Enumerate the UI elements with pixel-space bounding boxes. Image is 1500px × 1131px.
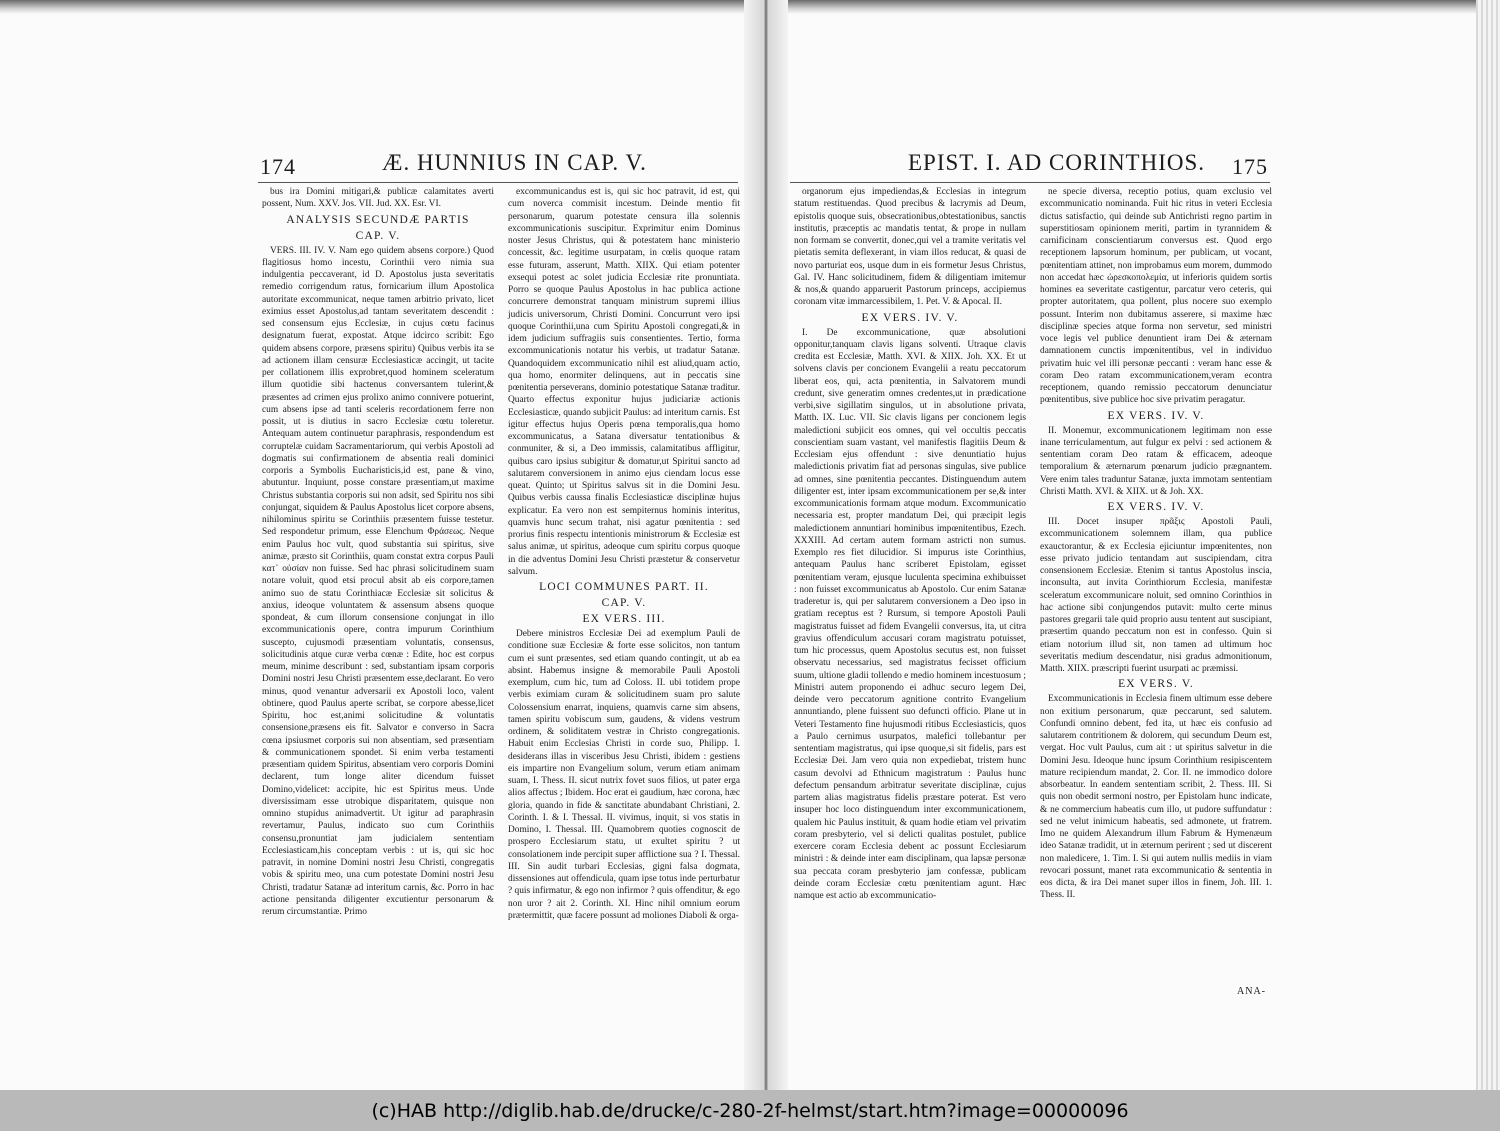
paragraph: organorum ejus impediendas,& Ecclesias in integrum statum restituendas. Quod precibus & lacrymis ad Deum, epistolis quoque suis, obsecrationibus,obtestationibus, sanctis institutis, præceptis ac mandatis tentat, & prope in nullam non formam se convertit, donec,qui vel a tramite veritatis vel pietatis semita deflexerant, in viam illos reducat, & quasi de novo parturiat eos, usque dum in eis formetur Jesus Christus, Gal. IV. Hanc solicitudinem, fidem & diligentiam imitemur & nos,& quando apparuerit Pastorum princeps, accipiemus coronam vitæ immarcessibilem, 1. Pet. V. & Apocal. II. (794, 187, 1026, 308)
paragraph: Excommunicationis in Ecclesia finem ultimum esse debere non exitium personarum, quæ peccarunt, sed salutem. Confundi omnino debent, fed ita, ut hæc eis confusio ad salutarem contritionem & dolorem, qui secundum Deum est, vergat. Hoc vult Paulus, cum ait : ut spiritus salvetur in die Domini Jesu. Ideoque hunc ipsum Corinthium resipiscentem mature recipiendum mandat, 2. Cor. II. ne immodico dolore absorbeatur. In eandem sententiam scribit, 2. Thess. III. Si quis non obedit sermoni nostro, per Epistolam hunc indicate, & ne commercium habeatis cum illo, ut pudore suffundatur : sed ne velut inimicum habeatis, sed admonete, ut fratrem. Imo ne quidem Alexandrum illum Fabrum & Hymenæum ideo Satanæ tradidit, ut in æternum perirent ; sed ut discerent non maledicere, 1. Tim. I. Si qui autem nullis mediis in viam revocari possunt, manet rata excommunicatio & sententia in eos dicta, & ira Dei manet super illos in finem, Joh. III. 1. Thess. II. (1040, 694, 1272, 901)
paragraph: VERS. III. IV. V. Nam ego quidem absens corpore.) Quod flagitiosus homo incestu, Corinthii vero nimia sua indulgentia peccaverant, id D. Apostolus justa severitatis remedio corrigendum ratus, fornicarium illum Apostolica autoritate excommunicat, neque tamen arbitrio privato, licet eximius esset Apostolus,ad tantam severitatem descendit : sed consensum ejus Ecclesiæ, in cujus cœtu facinus designatum fuerat, expostat. Atque idcirco scribit: Ego quidem absens corpore, præsens spiritu) Quibus verbis ita se ad actionem illam censuræ Ecclesiasticæ accingit, ut tacite per collationem illis exprobret,quod hominem sceleratum illum quotidie sibi hactenus conversantem tulerint,& præsentes ad crimen ejus prolixo animo connivere potuerint, cum absens ipse ad tanti sceleris recordationem ferre non possit, ut is diutius in sacro Ecclesiæ cœtu toleretur. Antequam autem continuetur paraphrasis, respondendum est corruptelæ cuidam Sacramentariorum, qui verbis Apostoli ad dogmatis sui confirmationem de absentia reali dominici corporis a Symbolis Eucharisticis,id est, pane & vino, abutuntur. Inquiunt, posse constare præsentiam,ut maxime Christus substantia corporis sui non adsit, sed Spiritu nos sibi conjungat, siquidem & Paulus Apostolus licet corpore absens, nihilominus spiritu se Corinthiis præsentem fuisse testetur. Sed respondetur primum, esse Elenchum Φράσεως. Neque enim Paulus hoc vult, quod substantia sui spiritus, sive animæ, præsto sit Corinthiis, quam constat extra corpus Pauli κατ᾽ οὐσίαν non fuisse. Sed hac phrasi solicitudinem suam notare voluit, quod etsi procul absit ab eis corpore,tamen animo suo de statu Corinthiacæ Ecclesiæ sit solicitus & anxius, ideoque voluntatem & assensum absens quoque spondeat, & cum illorum consensione conjungat in illo excommunicationis opere, contra impurum Corinthium suscepto, cujusmodi præsentiam voluntatis, consensus, solicitudinis atque curæ verba cœnæ : Edite, hoc est corpus meum, minime describunt : sed, substantiam ipsam corporis Domini nostri Jesu Christi præsentem esse,declarant. Eo vero minus, quod venantur adversarii ex Apostoli loco, valent obtinere, quod Paulus aperte scribat, se corpore abesse,licet Spiritu, hoc est,animi solicitudine & voluntatis consensione,præsens eis fit. Salvator e converso in Sacra cœna ipsiusmet corporis sui non absentiam, sed præsentiam & communicationem spondet. Si enim verba testamenti præsentiam quidem Spiritus, absentiam vero corporis Domini declarent, tum longe aliter dicendum fuisset Domino,videlicet: accipite, hic est Spiritus meus. Unde diversissimam esse utrobique disparitatem, quisque non omnino stupidus animadvertit. Ut igitur ad paraphrasin revertamur, Paulus, indicato suo cum Corinthiis consensu,pronuntiat jam judicialem sententiam Ecclesiasticam,his conceptam verbis : ut is, qui sic hoc patravit, in nomine Domini nostri Jesu Christi, congregatis vobis & spiritu meo, una cum potestate Domini nostri Jesu Christi, tradatur Satanæ ad interitum carnis, &c. Porro in hac actione pensitanda diligenter excutientur personarum & rerum circumstantiæ. Primo (262, 245, 494, 917)
section-heading: EX VERS. IV. V. (1107, 501, 1205, 513)
catchword: ANA- (1237, 986, 1266, 997)
paragraph: excommunicandus est is, qui sic hoc patravit, id est, qui cum noverca commisit incestum. Deinde mentio fit personarum, quarum potestate censura illa solennis excommunicationis suscipitur. Exprimitur enim Dominus noster Jesus Christus, qui & potestatem hanc ministerio concessit, &c. legitime usurpatam, in cœlis quoque ratam esse futuram, asserunt, Matth. XIIX. Qui etiam potenter exsequi potest ac solet judicia Ecclesiæ rite pronuntiata. Porro se quoque Paulus Apostolus in hac publica actione concurrere demonstrat tanquam ministrum supremi illius judicis universorum, Christi Domini. Concurrunt vero ipsi quoque Corinthii,una cum Spiritu Apostoli congregati,& in idem judicium suffragiis suis consentientes. Tertio, forma excommunicationis notatur his verbis, ut tradatur Satanæ. Quandoquidem excommunicatio nihil est aliud,quam actio, qua homo, enormiter delinquens, aut in peccatis sine pœnitentia perseverans, dominio potestatique Satanæ traditur. Quarto effectus exponitur hujus judiciariæ actionis Ecclesiasticæ, quando subjicit Paulus: ad interitum carnis. Est igitur effectus hujus Operis pœna temporalis,qua homo excommunicatus, a Satana diversatur tentationibus & conmuniter, & si, a Deo immissis, calamitatibus affligitur, quibus caro ipsius subigitur & domatur,ut Spiritui sancto ad salutarem conversionem in animo ejus ciendam locus esse queat. Quinto; ut Spiritus salvus sit in die Domini Jesu. Quibus verbis caussa finalis Ecclesiasticæ disciplinæ hujus explicatur. Ea vero non est sempiternus hominis interitus, quamvis hunc secum trahat, nisi agatur pœnitentia : sed prorius finis respectu intentionis ministrorum & Ecclesiæ est salus animæ, ut spiritus, adeoque cum spiritu corpus quoque in die adventus Domini Jesu Christi præstetur & conservetur salvum. (508, 187, 740, 577)
page-edges (1476, 0, 1500, 1090)
text-column (794, 186, 1026, 902)
section-heading: LOCI COMMUNES PART. II. (539, 581, 709, 593)
running-title-left: Æ. HUNNIUS IN CAP. V. (382, 150, 647, 175)
paragraph: bus ira Domini mitigari,& publicæ calamitates averti possent, Num. XXV. Jos. VII. Jud. XX. Esr. VI. (262, 187, 494, 210)
footer-credit-bar (0, 1090, 1500, 1131)
head-rule (258, 182, 738, 183)
running-title-right: EPIST. I. AD CORINTHIOS. (908, 150, 1206, 175)
left-running-head (258, 150, 738, 182)
paragraph: III. Docet insuper πρᾶξις Apostoli Pauli, excommunicationem solemnem illam, qua publice exauctorantur, & ex Ecclesia ejiciuntur impœnitentes, non esse privato judicio tentandam aut suscipiendam, citra consensionem Ecclesiæ. Etenim si tantus Apostolus inscia, inconsulta, aut invita Corinthiorum Ecclesia, manifestæ sceleratum excommunicare noluit, sed omnino Corinthios in hac actione sibi conjungendos putavit: multo certe minus pastores gregarii tale quid proprio ausu tentent aut suscipiant, præsertim quando peccatum non est in confesso. Quin si etiam notorium illud sit, non tamen ad ultimum hoc severitatis medium descendatur, nisi gradus admonitionum, Matth. XIIX. præscripti fuerint usurpati ac præmissi. (1040, 517, 1272, 674)
head-rule (790, 182, 1270, 183)
section-heading: EX VERS. IV. V. (861, 311, 959, 324)
paragraph: Debere ministros Ecclesiæ Dei ad exemplum Pauli de conditione suæ Ecclesiæ & forte esse solicitos, non tantum cum ei sunt præsentes, sed etiam quando contingit, ut ab ea absint. Habemus insigne & memorabile Pauli Apostoli exemplum, cum hic, tum ad Coloss. II. ubi totidem prope verbis eximiam curam & solicitudinem suam pro salute Colossensium enarrat, inquiens, quamvis carne sim absens, tamen spiritu vobiscum sum, gaudens, & videns vestrum ordinem, & soliditatem vestræ in Christo congregationis. Habuit enim Ecclesias Christi in corde suo, Philipp. I. desiderans illas in visceribus Jesu Christi, ibidem : gestiens eis impartire non Evangelium solum, verum etiam animam suam, I. Thess. II. sicut nutrix fovet suos filios, ut pater erga alios affectus ; Ibidem. Hoc erat ei gaudium, hæc corona, hæc gloria, quando in fide & sanctitate abundabant Christiani, 2. Corinth. I. & I. Thessal. II. vivimus, inquit, si vos statis in Domino, I. Thessal. III. Quamobrem quoties cognoscit de prospero Ecclesiarum statu, ut exultet spiritu ? ut consolationem inde percipit super afflictione sua ? I. Thessal. III. Sin audit turbari Ecclesias, gigni falsa dogmata, dissensiones aut offendicula, quam ipse totus inde perturbatur ? quis infirmatur, & ego non infirmor ? quis offenditur, & ego non uror ? ait 2. Corinth. XI. Hinc nihil omnium eorum prætermittit, quæ facere possunt ad moliones Diaboli & orga- (508, 629, 740, 921)
page-number-right: 175 (1232, 154, 1268, 179)
footer-credit-text: (c)HAB http://diglib.hab.de/drucke/c-280-2f-helmst/start.htm?image=00000096 (371, 1099, 1129, 1122)
section-heading: ANALYSIS SECUNDÆ PARTIS (286, 213, 470, 226)
page-number-left: 174 (260, 154, 296, 179)
paragraph: I. De excommunicatione, quæ absolutioni opponitur,tanquam clavis ligans solventi. Utraque clavis credita est Ecclesiæ, Matth. XVI. & XIIX. Joh. XX. Et ut solvens clavis per concionem Evangelii a reatu peccatorum liberat eos, qui, acta pœnitentia, in Salvatorem mundi credunt, sive generatim omnes credentes,ut in prædicatione verbi,sive sigillatim singulos, ut in absolutione privata, Matth. IX. Luc. VII. Sic clavis ligans per concionem legis maledictioni subjicit eos omnes, qui vel occultis peccatis conscientiam suam vastant, vel manifestis flagitiis Deum & Ecclesiam ejus offendunt : sive denuntiatio hujus maledictionis privatim fiat ad personas singulas, sive publice ad omnes, sine pœnitentia peccantes. Distinguendum autem diligenter est, inter ipsam excommunicationem per se,& inter excommunicationis formam atque modum. Excommunicatio necessaria est, propter mandatum Dei, qui præcipit legis maledictionem annuntiari hominibus impœnitentibus, Ezech. XXXIII. Ad certam autem formam astricti non sumus. Exemplo res fiet dilucidior. Si impurus iste Corinthius, antequam Paulus hanc scriberet Epistolam, egisset pœnitentiam veram, ejusque luculenta specimina exhibuisset : non fuisset excommunicatus ab Apostolo. Cur enim Satanæ traderetur is, qui per salutarem conversionem a Deo ipso in gratiam receptus est ? Rursum, si tempore Apostoli Pauli magistratus fuisset ad fidem Evangelii conversus, ita, ut citra gravius offendiculum accusari coram magistratu potuisset, tum hic processus, quem Apostolus secutus est, non fuisset observatu necessarius, sed magistratus fecisset officium suum, ultione gladii tollendo e medio hominem incestuosum ; Ministri autem proponendo ei adhuc securo legem Dei, deinde vero peccatorum agnitione contrito Evangelium annuntiando, plene fuissent suo defuncti officio. Plane ut in Veteri Testamento fine hujusmodi ritibus Ecclesiasticis, quos a Paulo cernimus usurpatos, malefici tollebantur per sententiam magistratus, qui ipse quoque,si sit fidelis, pars est Ecclesiæ Dei. Jam vero quia non expediebat, tristem hunc casum devolvi ad Ethnicum magistratum : Paulus hunc defectum pensandum arbitratur severitate disciplinæ, cujus partem alias magistratus fidelis præstare poterat. Est vero insuper hoc loco distinguendum inter excommunicationem, qualem hic Paulus instituit, & quam hodie etiam vel privatim coram presbyterio, vel si delicti qualitas postulet, publice exercere coram Ecclesia debent ac possunt Ecclesiarum ministri : & deinde inter eam disciplinam, qua lapsæ personæ sua peccata coram presbyterio jam confessæ, publicam deinde coram Ecclesiæ cœtu pœnitentiam agunt. Hæc namque est actio ab excommunicatio- (794, 327, 1027, 901)
paragraph: ne specie diversa, receptio potius, quam exclusio vel excommunicatio nominanda. Fuit hic ritus in veteri Ecclesia dictus satisfactio, qui deinde sub Antichristi regno partim in superstitiosam opinionem meriti, partim in tyrannidem & carnificinam conscientiarum conversus est. Quod ergo receptionem lapsorum hominum, per publicam, ut vocant, pœnitentiam attinet, non improbamus eum morem, dummodo non accedat hæc ὡρεσκοπολεμία, ut inferioris quidem sortis homines ea severitate castigentur, parcatur vero ceteris, qui propter autoritatem, qua pollent, plus nocere suo exemplo possunt. Interim non dubitamus asserere, si maxime hæc disciplinæ species atque forma non servetur, sed ministri voce legis vel publice denuntient iram Dei & æternam damnationem cunctis impœnitentibus, vel in individuo privatim huic vel illi personæ peccanti : veram hanc esse & coram Deo ratam excommunicationem,veram econtra receptionem, quando remissio peccatorum denunciatur pœnitentibus, sive publice hoc sive privatim peragatur. (1040, 187, 1272, 406)
section-heading: EX VERS. V. (1118, 678, 1194, 691)
right-running-head (790, 150, 1270, 182)
paragraph: II. Monemur, excommunicationem legitimam non esse inane terriculamentum, aut fulgur ex pelvi : sed actionem & sententiam coram Deo ratam & efficacem, adeoque temporalium & æternarum pœnarum judicio prægnantem. Vere enim tales traduntur Satanæ, juxta immotam sententiam Christi Matth. XVI. & XIIX. ut & Joh. XX. (1040, 425, 1272, 497)
section-heading: EX VERS. IV. V. (1107, 409, 1205, 422)
section-heading: CAP. V. (355, 229, 401, 242)
section-heading: CAP. V. (601, 597, 647, 609)
section-heading: EX VERS. III. (582, 613, 666, 625)
text-column (262, 186, 494, 918)
text-column (1040, 186, 1272, 902)
text-column (508, 186, 740, 922)
book-gutter (744, 0, 788, 1090)
